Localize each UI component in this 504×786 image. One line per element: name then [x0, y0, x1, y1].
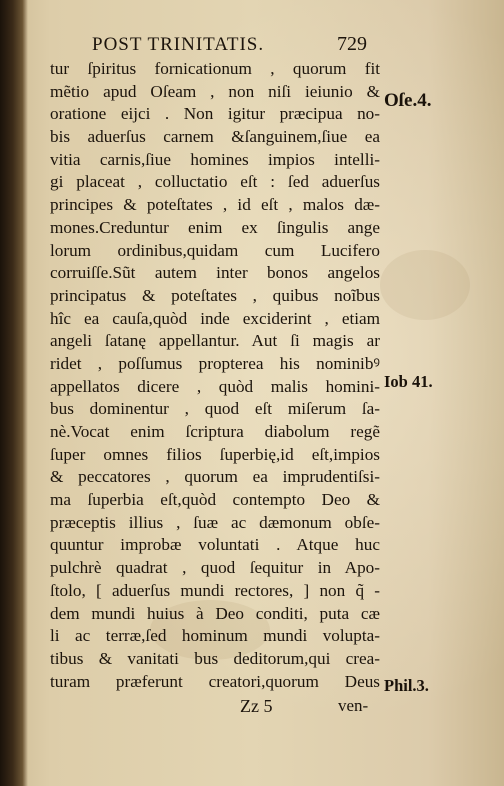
text-line: principes & poteſtates , id eſt , malos dæ- [50, 195, 380, 215]
text-line: appellatos dicere , quòd malis homini- [50, 376, 380, 396]
text-line: lorum ordinibus,quidam cum Lucifero [50, 240, 380, 260]
text-line: ſtolo, [ aduerſus mundi rectores, ] non q̃ - [50, 580, 380, 600]
text-line: angeli ſatanę appellantur. Aut ſi magis ar [50, 331, 380, 351]
text-line: mẽtio apud Oſeam , non niſi ieiunio & [50, 81, 380, 101]
text-line: dem mundi huius à Deo conditi, puta cæ [50, 603, 380, 623]
text-line: gi placeat , colluctatio eſt : ſed aduerſus [50, 172, 380, 192]
text-line: turam præferunt creatori,quorum Deus [50, 671, 380, 691]
paper-stain [380, 250, 470, 320]
page-header [92, 34, 382, 58]
catchword: ven- [338, 696, 369, 715]
text-line: quuntur improbæ voluntati . Atque huc [50, 535, 380, 555]
text-line: ma ſuperbia eſt,quòd contempto Deo & [50, 490, 380, 510]
text-line: tur ſpiritus fornicationum , quorum fit [50, 59, 380, 78]
margin-note-phil: Phil.3. [384, 676, 429, 695]
margin-note-osee: Oſe.4. [384, 90, 432, 111]
text-line: corruiſſe.Sũt autem inter bonos angelos [50, 263, 380, 283]
text-line: tibus & vanitati bus deditorum,qui crea- [50, 648, 380, 668]
text-line: li ac terræ,ſed hominum mundi volupta- [50, 626, 380, 646]
page-number: 729 [337, 33, 367, 55]
text-line: oratione eijci . Non igitur præcipua no- [50, 104, 380, 124]
text-line: mones.Creduntur enim ex ſingulis ange [50, 217, 380, 237]
running-title: POST TRINITATIS. [92, 34, 265, 55]
text-line: pulchrè quadrat , quod ſequitur in Apo- [50, 558, 380, 578]
text-line: nè.Vocat enim ſcriptura diabolum regẽ [50, 422, 380, 441]
text-line: bus dominentur , quod eſt miſerum ſa- [50, 399, 380, 419]
body-text [50, 58, 380, 693]
text-line: bis aduerſus carnem &ſanguinem,ſiue ea [50, 127, 380, 147]
text-line: principatus & poteſtates , quibus noĩbus [50, 285, 380, 305]
text-line: hîc ea cauſa,quòd inde exciderint , etiam [50, 308, 380, 328]
book-gutter [0, 0, 28, 786]
signature-mark: Zz 5 [240, 696, 273, 716]
text-line: præceptis illius , ſuæ ac dæmonum obſe- [50, 512, 380, 532]
text-line: & peccatores , quorum ea imprudentiſsi- [50, 467, 380, 487]
text-line: ridet , poſſumus propterea his nominibꝰ [50, 353, 380, 373]
margin-note-iob: Iob 41. [384, 372, 433, 391]
text-line: ſuper omnes filios ſuperbię,id eſt,impios [50, 444, 380, 464]
text-line: vitia carnis,ſiue homines impios intelli- [50, 149, 380, 169]
page-footer [226, 696, 386, 720]
